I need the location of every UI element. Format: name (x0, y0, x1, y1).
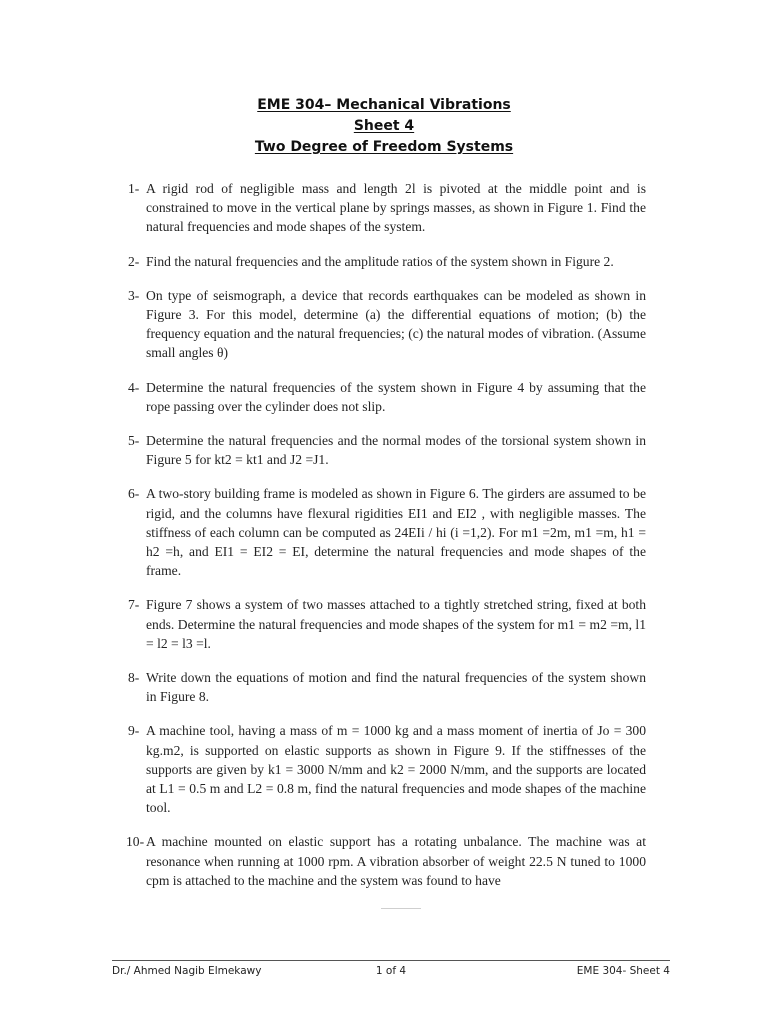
question-number: 9- (128, 723, 140, 739)
question-9 (128, 721, 646, 817)
question-text: On type of seismograph, a device that records earthquakes can be modeled as shown in Figure 3. For this model, determine (a) the differential equations of motion; (b) the frequency equation and the natural frequencies; (c) the natural modes of vibration. (Assume small angles θ) (146, 287, 646, 361)
question-text: A machine mounted on elastic support has a rotating unbalance. The machine was at resonance when running at 1000 rpm. A vibration absorber of weight 22.5 N tuned to 1000 cpm is attached to the machine and the system was found to have (146, 834, 646, 888)
question-number: 4- (128, 379, 140, 395)
question-5 (128, 431, 646, 469)
question-text: A two-story building frame is modeled as shown in Figure 6. The girders are assumed to be rigid, and the columns have flexural rigidities EI1 and EI2 , with negligible masses. The stiffness of each column can be computed as 24EIi / hi (i =1,2). For m1 =2m, m1 =m, h1 = h2 =h, and EI1 = EI2 = EI, determine the natural frequencies and mode shapes of the frame. (146, 486, 646, 579)
question-6 (128, 484, 646, 580)
question-text: Figure 7 shows a system of two masses attached to a tightly stretched string, fixed at both ends. Determine the natural frequencies and mode shapes of the system for m1 = m2 =m, l1 = l2 = l3 =l. (146, 597, 646, 651)
question-text: Write down the equations of motion and find the natural frequencies of the system shown in Figure 8. (146, 670, 646, 705)
topic-title: Two Degree of Freedom Systems (254, 139, 514, 155)
question-text: A machine tool, having a mass of m = 1000 kg and a mass moment of inertia of Jo = 300 kg.m2, is supported on elastic supports as shown in Figure 9. If the stiffnesses of the supports are given by k1 = 3000 N/mm and k2 = 2000 N/mm, and the supports are located at L1 = 0.5 m and L2 = 0.8 m, find the natural frequencies and mode shapes of the machine tool. (146, 723, 646, 816)
question-3 (128, 286, 646, 363)
course-title: EME 304– Mechanical Vibrations (257, 97, 511, 113)
question-text: Determine the natural frequencies of the system shown in Figure 4 by assuming that the rope passing over the cylinder does not slip. (146, 379, 646, 414)
question-text: Find the natural frequencies and the amplitude ratios of the system shown in Figure 2. (146, 253, 614, 269)
footer-divider (112, 960, 670, 961)
question-2 (128, 252, 646, 271)
faint-mark (381, 908, 421, 909)
question-7 (128, 595, 646, 653)
question-4 (128, 378, 646, 416)
question-10 (128, 832, 646, 890)
question-list (128, 179, 646, 890)
question-number: 1- (128, 181, 140, 196)
question-text: A rigid rod of negligible mass and length 2l is pivoted at the middle point and is constrained to move in the vertical plane by springs masses, as shown in Figure 1. Find the natural frequencies and mode shapes of the system. (146, 181, 646, 235)
question-8 (128, 668, 646, 706)
page-footer (112, 965, 670, 979)
sheet-title: Sheet 4 (353, 118, 415, 134)
footer-page-number: 1 of 4 (375, 965, 407, 977)
footer-label: EME 304- Sheet 4 (576, 965, 670, 977)
question-number: 3- (128, 287, 140, 303)
footer-author: Dr./ Ahmed Nagib Elmekawy (112, 965, 262, 977)
question-number: 2- (128, 253, 140, 269)
question-number: 5- (128, 433, 140, 449)
question-number: 8- (128, 670, 140, 686)
question-number: 7- (128, 597, 140, 613)
document-header (0, 95, 768, 158)
question-1 (128, 179, 646, 237)
question-number: 6- (128, 486, 140, 502)
question-number: 10- (126, 834, 145, 850)
question-text: Determine the natural frequencies and the normal modes of the torsional system shown in Figure 5 for kt2 = kt1 and J2 =J1. (146, 433, 646, 468)
